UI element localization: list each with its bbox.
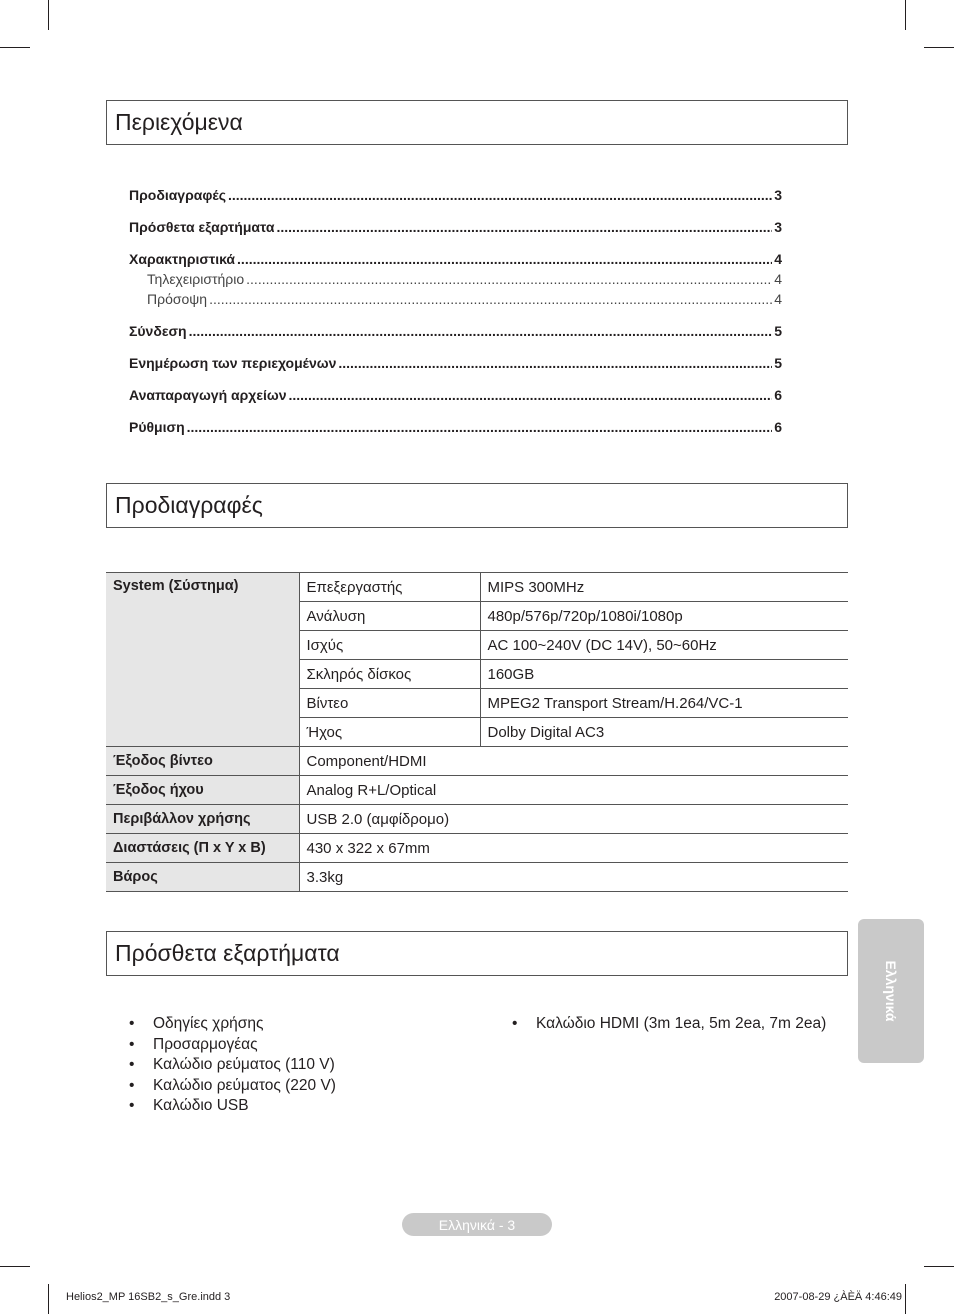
toc-entry-label: Αναπαραγωγή αρχείων bbox=[129, 387, 287, 403]
spec-value: AC 100~240V (DC 14V), 50~60Hz bbox=[480, 631, 848, 660]
toc-entry-label: Ενημέρωση των περιεχομένων bbox=[129, 355, 337, 371]
list-item: • Οδηγίες χρήσης bbox=[129, 1014, 336, 1035]
toc-entry-page: 6 bbox=[774, 419, 782, 435]
spec-value: 430 x 322 x 67mm bbox=[299, 834, 848, 863]
side-tab-label: Ελληνικά bbox=[883, 960, 899, 1022]
toc-leader-dots bbox=[189, 321, 773, 341]
spec-value: 480p/576p/720p/1080i/1080p bbox=[480, 602, 848, 631]
spec-sub-label: Ήχος bbox=[299, 718, 480, 747]
accessories-list-left bbox=[129, 1014, 336, 1117]
toc-entry bbox=[129, 321, 782, 341]
toc-entry-label: Προδιαγραφές bbox=[129, 187, 226, 203]
footer-file-name: Helios2_MP 16SB2_s_Gre.indd 3 bbox=[66, 1291, 231, 1303]
toc-entry-label: Πρόσοψη bbox=[147, 291, 208, 307]
toc-entry-page: 3 bbox=[774, 219, 782, 235]
toc-entry bbox=[129, 353, 782, 373]
spec-sub-label: Βίντεο bbox=[299, 689, 480, 718]
toc-entry-label: Χαρακτηριστικά bbox=[129, 251, 236, 267]
language-side-tab bbox=[858, 919, 924, 1063]
toc-entry-label: Πρόσθετα εξαρτήματα bbox=[129, 219, 275, 235]
accessories-list-right bbox=[512, 1014, 826, 1035]
toc-entry bbox=[129, 185, 782, 205]
spec-table bbox=[106, 572, 848, 892]
table-row bbox=[106, 776, 848, 805]
toc-leader-dots bbox=[187, 417, 773, 437]
spec-value: USB 2.0 (αμφίδρομο) bbox=[299, 805, 848, 834]
spec-value: Dolby Digital AC3 bbox=[480, 718, 848, 747]
table-row bbox=[106, 573, 848, 602]
spec-value: MIPS 300MHz bbox=[480, 573, 848, 602]
crop-mark bbox=[48, 0, 49, 30]
spec-label: System (Σύστημα) bbox=[106, 573, 299, 747]
toc-entry-label: Τηλεχειριστήριο bbox=[147, 271, 245, 287]
table-row bbox=[106, 805, 848, 834]
toc-entry bbox=[129, 385, 782, 405]
spec-value: 160GB bbox=[480, 660, 848, 689]
footer-timestamp: 2007-08-29 ¿ÀÈÄ 4:46:49 bbox=[774, 1291, 902, 1303]
page-number-label: Ελληνικά - 3 bbox=[438, 1216, 516, 1233]
spec-label: Βάρος bbox=[106, 863, 299, 892]
toc-entry-label: Ρύθμιση bbox=[129, 419, 185, 435]
toc-entry bbox=[129, 289, 782, 309]
spec-sub-label: Ισχύς bbox=[299, 631, 480, 660]
toc-entry-page: 4 bbox=[774, 271, 782, 287]
spec-label: Έξοδος βίντεο bbox=[106, 747, 299, 776]
toc-leader-dots bbox=[209, 289, 772, 309]
spec-sub-label: Σκληρός δίσκος bbox=[299, 660, 480, 689]
accessories-title: Πρόσθετα εξαρτήματα bbox=[115, 940, 340, 966]
toc-leader-dots bbox=[237, 249, 772, 269]
list-item: • Προσαρμογέας bbox=[129, 1035, 336, 1056]
spec-value: Component/HDMI bbox=[299, 747, 848, 776]
table-row bbox=[106, 863, 848, 892]
table-row bbox=[106, 834, 848, 863]
crop-mark bbox=[924, 47, 954, 48]
list-item: • Καλώδιο ρεύματος (220 V) bbox=[129, 1076, 336, 1097]
toc-entry bbox=[129, 217, 782, 237]
toc-entry bbox=[129, 417, 782, 437]
list-item: • Καλώδιο HDMI (3m 1ea, 5m 2ea, 7m 2ea) bbox=[512, 1014, 826, 1035]
crop-mark bbox=[905, 1284, 906, 1314]
crop-mark bbox=[905, 0, 906, 30]
toc-entry-page: 5 bbox=[774, 323, 782, 339]
table-row bbox=[106, 747, 848, 776]
toc-heading bbox=[106, 100, 848, 145]
toc-entry bbox=[129, 269, 782, 289]
toc-leader-dots bbox=[338, 353, 772, 373]
accessories-heading bbox=[106, 931, 848, 976]
toc-entry bbox=[129, 249, 782, 269]
toc-entry-page: 6 bbox=[774, 387, 782, 403]
list-item: • Καλώδιο USB bbox=[129, 1096, 336, 1117]
toc-entry-label: Σύνδεση bbox=[129, 323, 187, 339]
spec-sub-label: Επεξεργαστής bbox=[299, 573, 480, 602]
spec-title: Προδιαγραφές bbox=[115, 492, 263, 518]
toc-leader-dots bbox=[246, 269, 772, 289]
toc-leader-dots bbox=[277, 217, 773, 237]
toc-leader-dots bbox=[228, 185, 772, 205]
crop-mark bbox=[48, 1284, 49, 1314]
toc-entry-page: 5 bbox=[774, 355, 782, 371]
spec-label: Περιβάλλον χρήσης bbox=[106, 805, 299, 834]
table-of-contents bbox=[129, 185, 782, 437]
spec-value: MPEG2 Transport Stream/H.264/VC-1 bbox=[480, 689, 848, 718]
toc-entry-page: 4 bbox=[774, 251, 782, 267]
crop-mark bbox=[0, 1266, 30, 1267]
page-number-pill bbox=[402, 1213, 552, 1236]
toc-leader-dots bbox=[289, 385, 773, 405]
spec-sub-label: Ανάλυση bbox=[299, 602, 480, 631]
spec-value: 3.3kg bbox=[299, 863, 848, 892]
spec-value: Analog R+L/Optical bbox=[299, 776, 848, 805]
spec-label: Διαστάσεις (Π x Y x Β) bbox=[106, 834, 299, 863]
toc-entry-page: 3 bbox=[774, 187, 782, 203]
crop-mark bbox=[0, 47, 30, 48]
list-item: • Καλώδιο ρεύματος (110 V) bbox=[129, 1055, 336, 1076]
spec-label: Έξοδος ήχου bbox=[106, 776, 299, 805]
toc-title: Περιεχόμενα bbox=[115, 109, 243, 135]
toc-entry-page: 4 bbox=[774, 291, 782, 307]
spec-heading bbox=[106, 483, 848, 528]
crop-mark bbox=[924, 1266, 954, 1267]
